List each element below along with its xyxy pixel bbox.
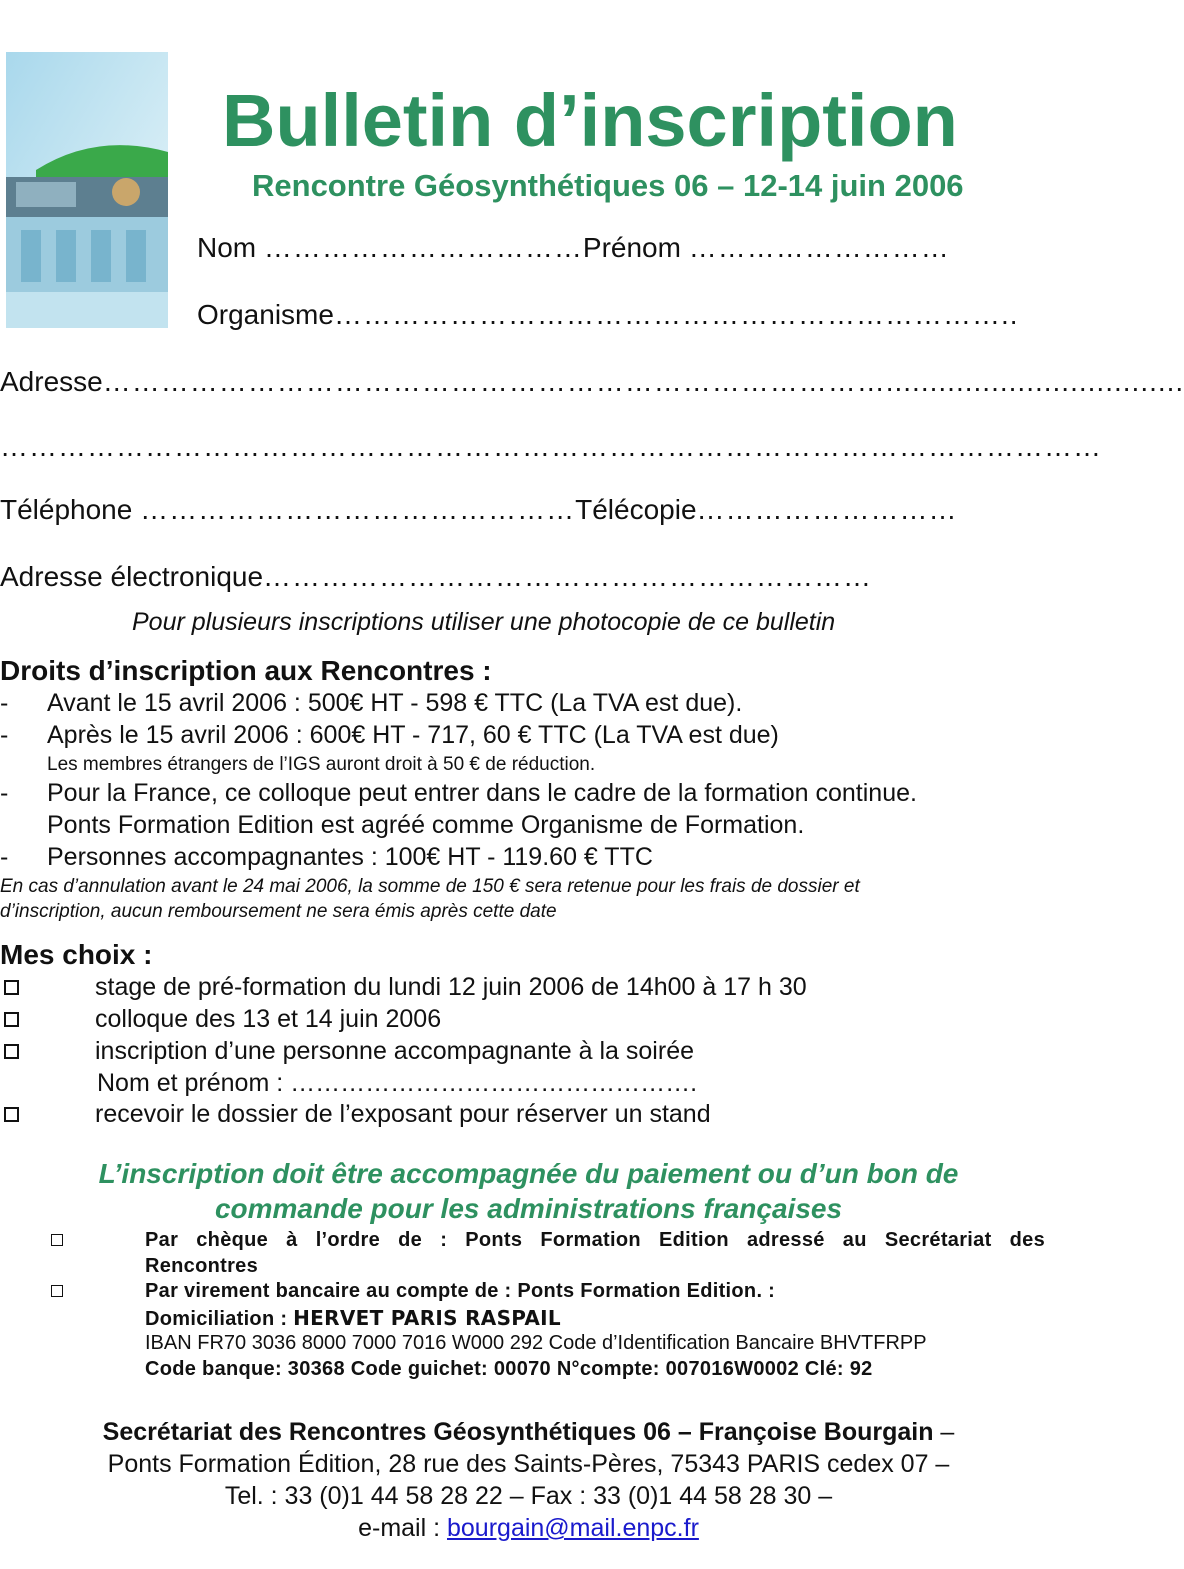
payment-bank-codes: Code banque: 30368 Code guichet: 00070 N°compte: 007016W0002 Clé: 92 xyxy=(145,1358,873,1380)
footer-line1-tail: – xyxy=(933,1418,955,1446)
checkbox-virement[interactable] xyxy=(51,1285,63,1297)
choice-preformation-label: stage de pré-formation du lundi 12 juin 2006 de 14h00 à 17 h 30 xyxy=(95,973,807,1001)
fee-item-france: - Pour la France, ce colloque peut entrer dans le cadre de la formation continue. xyxy=(0,779,917,807)
choice-companion-label: inscription d’une personne accompagnante à la soirée xyxy=(95,1037,694,1065)
fee-item-france-line2: Ponts Formation Edition est agréé comme Organisme de Formation. xyxy=(47,811,805,839)
footer-address: Ponts Formation Édition, 28 rue des Saints-Pères, 75343 PARIS cedex 07 – xyxy=(107,1450,950,1478)
payment-virement-line: Par virement bancaire au compte de : Ponts Formation Edition. : xyxy=(145,1280,776,1302)
fee-item-companion-text: Personnes accompagnantes : 100€ HT - 119.60 € TTC xyxy=(47,843,653,871)
nom-dots: …………………………… xyxy=(263,232,583,263)
telephone-label: Téléphone xyxy=(0,494,133,525)
nom-label: Nom xyxy=(197,232,257,263)
fees-heading: Droits d’inscription aux Rencontres : xyxy=(0,655,492,686)
companion-name-field[interactable]: Nom et prénom : …………………………………………. xyxy=(97,1069,698,1097)
footer-line1 xyxy=(0,1418,1057,1447)
cover-illustration xyxy=(6,52,168,328)
checkbox-cheque[interactable] xyxy=(51,1234,63,1246)
footer-email-label: e-mail : xyxy=(358,1514,447,1542)
checkbox-preformation[interactable] xyxy=(4,980,19,995)
fee-item-france-text: Pour la France, ce colloque peut entrer dans le cadre de la formation continue. xyxy=(47,779,917,807)
adresse-line2-field[interactable] xyxy=(0,431,1102,463)
adresse-line2-dots: …………………………………………………………………………………………………… xyxy=(0,431,1102,462)
footer-phone-fax: Tel. : 33 (0)1 44 58 28 22 – Fax : 33 (0)1 44 58 28 30 – xyxy=(224,1482,833,1510)
page-title: Bulletin d’inscription xyxy=(222,79,958,162)
fee-item-companion: - Personnes accompagnantes : 100€ HT - 119.60 € TTC xyxy=(0,843,653,871)
domiciliation-label: Domiciliation : xyxy=(145,1308,294,1330)
cancellation-note-line2: d’inscription, aucun remboursement ne sera émis après cette date xyxy=(0,901,557,922)
fee-item-late: - Après le 15 avril 2006 : 600€ HT - 717, 60 € TTC (La TVA est due) xyxy=(0,721,779,749)
payment-callout-line2: commande pour les administrations françaises xyxy=(214,1193,843,1224)
organisme-dots: …………………………………………………………….. xyxy=(333,299,1019,330)
email-field[interactable] xyxy=(0,561,872,593)
telephone-dots: ……………………………………… xyxy=(140,494,576,525)
payment-cheque-line2: Rencontres xyxy=(145,1255,259,1277)
telecopie-dots: ……………………… xyxy=(696,494,958,525)
prenom-label: Prénom xyxy=(582,232,681,263)
checkbox-companion[interactable] xyxy=(4,1044,19,1059)
payment-cheque-line1: Par chèque à l’ordre de : Ponts Formation Edition adressé au Secrétariat des xyxy=(145,1229,1045,1251)
email-dots: ……………………………………………………… xyxy=(263,561,873,592)
payment-iban: IBAN FR70 3036 8000 7000 7016 W000 292 Code d’Identification Bancaire BHVTFRPP xyxy=(145,1332,927,1354)
fee-item-early-text: Avant le 15 avril 2006 : 500€ HT - 598 € TTC (La TVA est due). xyxy=(47,689,743,717)
email-label: Adresse électronique xyxy=(0,561,264,592)
adresse-label: Adresse xyxy=(0,366,103,397)
photocopy-note: Pour plusieurs inscriptions utiliser une photocopie de ce bulletin xyxy=(132,608,836,636)
footer-email-link[interactable]: bourgain@mail.enpc.fr xyxy=(447,1514,699,1542)
igs-discount-note: Les membres étrangers de l’IGS auront droit à 50 € de réduction. xyxy=(47,754,596,775)
telecopie-label: Télécopie xyxy=(575,494,697,525)
cancellation-note-line1: En cas d’annulation avant le 24 mai 2006, la somme de 150 € sera retenue pour les frais de dossier et xyxy=(0,876,860,897)
domiciliation-value: HERVET PARIS RASPAIL xyxy=(293,1306,561,1330)
fee-item-late-text: Après le 15 avril 2006 : 600€ HT - 717, 60 € TTC (La TVA est due) xyxy=(47,721,779,749)
organisme-field[interactable] xyxy=(197,299,1019,331)
cover-image xyxy=(6,52,168,328)
adresse-field[interactable] xyxy=(0,366,1184,398)
telephone-field[interactable] xyxy=(0,494,958,526)
choice-colloque-label: colloque des 13 et 14 juin 2006 xyxy=(95,1005,442,1033)
choices-heading: Mes choix : xyxy=(0,939,153,970)
organisme-label: Organisme xyxy=(197,299,334,330)
prenom-dots: ……………………… xyxy=(688,232,950,263)
footer-email-line xyxy=(0,1514,1057,1543)
checkbox-exhibitor[interactable] xyxy=(4,1107,19,1122)
adresse-dots: ……………………………………………………………………….................................. xyxy=(102,366,1184,397)
payment-domiciliation xyxy=(145,1306,561,1331)
page-subtitle: Rencontre Géosynthétiques 06 – 12-14 juin 2006 xyxy=(252,168,964,203)
nom-field[interactable] xyxy=(197,232,950,264)
choice-exhibitor-label: recevoir le dossier de l’exposant pour réserver un stand xyxy=(95,1100,711,1128)
checkbox-colloque[interactable] xyxy=(4,1012,19,1027)
fee-item-early: - Avant le 15 avril 2006 : 500€ HT - 598 € TTC (La TVA est due). xyxy=(0,689,743,717)
payment-callout-line1: L’inscription doit être accompagnée du paiement ou d’un bon de xyxy=(98,1158,959,1189)
footer-secretariat: Secrétariat des Rencontres Géosynthétiques 06 – Françoise Bourgain xyxy=(102,1418,934,1446)
